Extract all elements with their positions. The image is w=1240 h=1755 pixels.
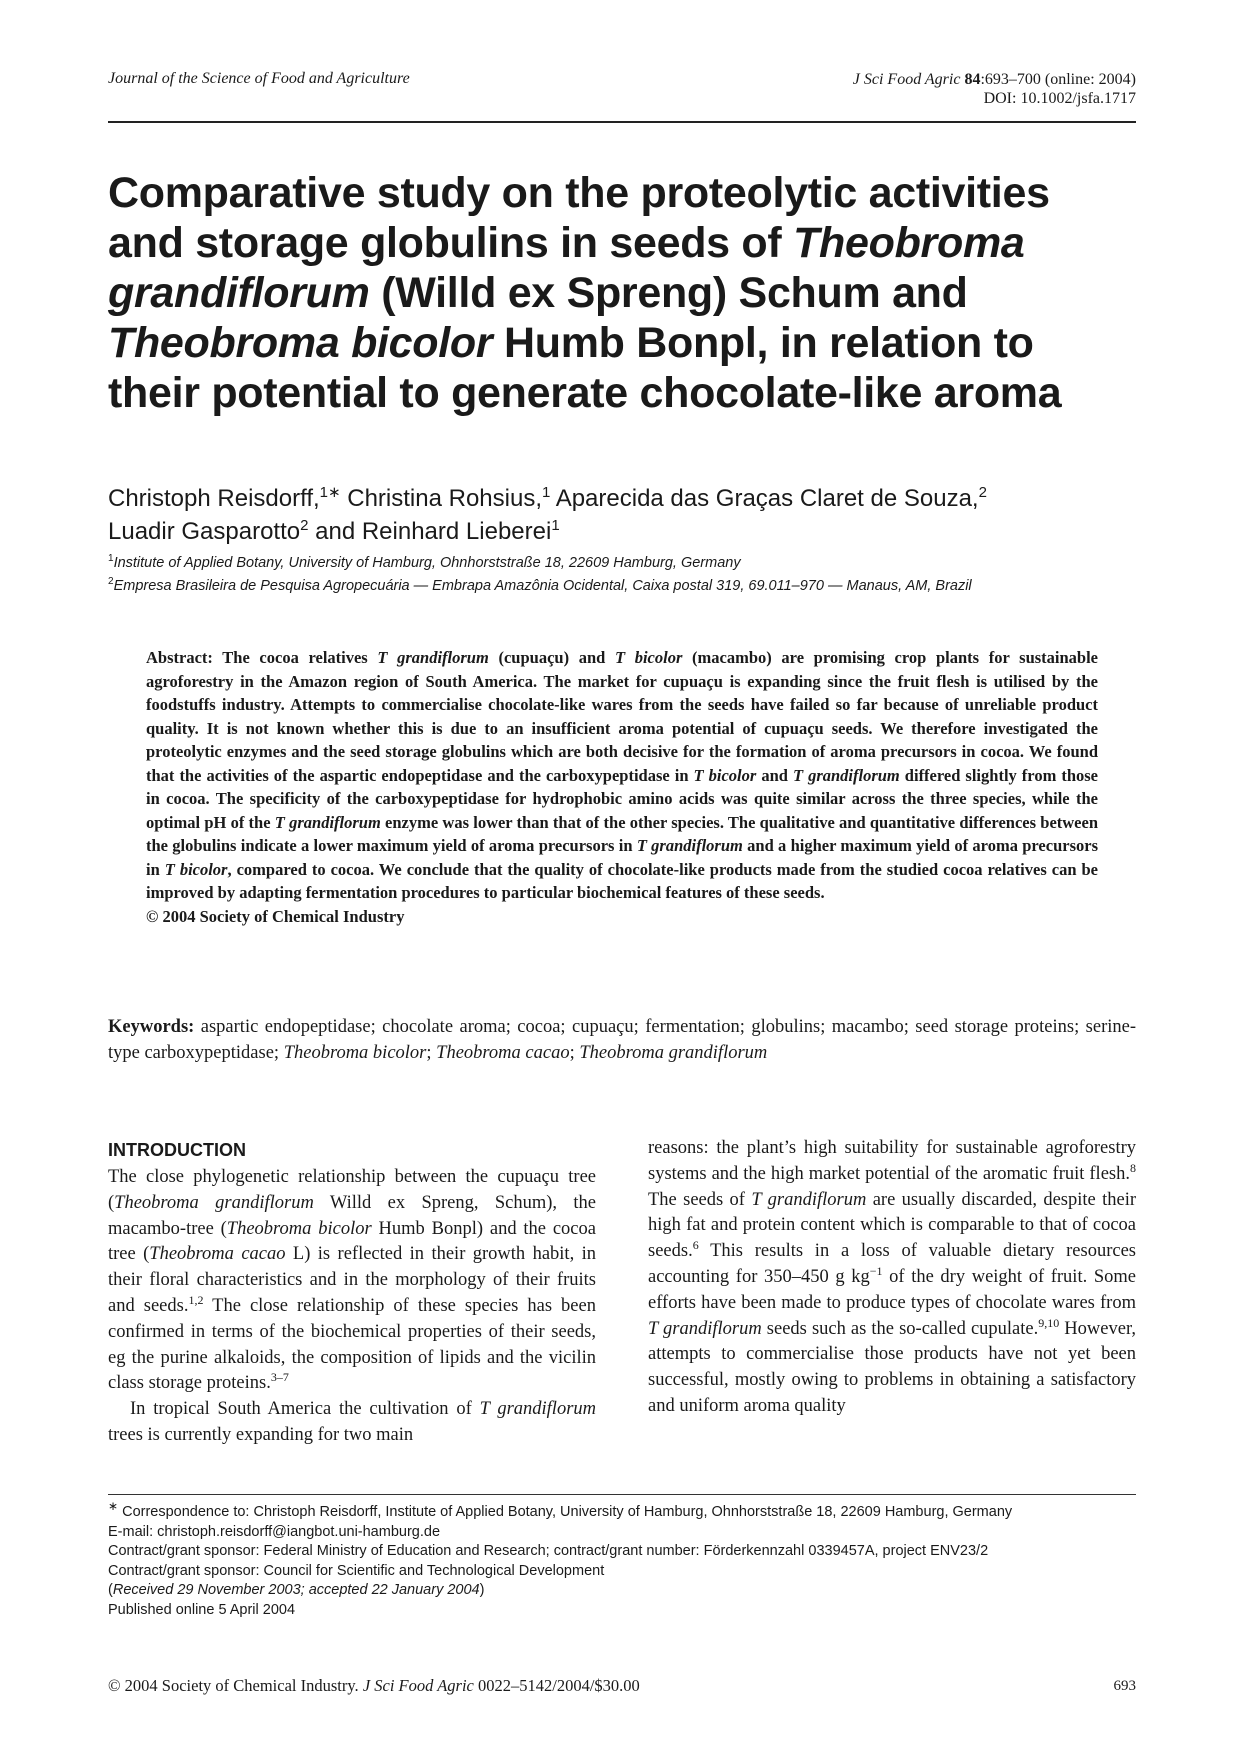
abstract-text: differed slightly from those in cocoa. The specificity of the carboxypeptidase for hydrophobic amino acids was quite similar across the three species, while the optimal pH of the [146, 765, 1099, 832]
abstract-species: T grandiflorum [377, 648, 489, 667]
body-text: The close relationship of these species has been confirmed in terms of the biochemical properties of their seeds, eg the purine alkaloids, the composition of lipids and the vicilin class storage proteins. [108, 1295, 596, 1394]
footnote-marker: ∗ [108, 1499, 119, 1514]
keywords-label: Keywords: [108, 1017, 195, 1037]
body-text: L) is reflected in their growth habit, in their floral characteristics and in the morphology of their fruits and seeds. [108, 1244, 596, 1316]
citation-ref: 8 [1130, 1160, 1136, 1175]
citation-ref: 1,2 [188, 1292, 204, 1307]
body-text: Willd ex Spreng, Schum), the macambo-tree ( [108, 1192, 596, 1239]
correspondence-text: Correspondence to: Christoph Reisdorff, Institute of Applied Botany, University of Hamburg, Ohnhorststraße 18, 22609 Hamburg, Germany [118, 1504, 1013, 1520]
abstract-text: and [756, 765, 793, 785]
author-name: Luadir Gasparotto [108, 518, 301, 545]
affiliation-text: Empresa Brasileira de Pesquisa Agropecuária — Embrapa Amazônia Ocidental, Caixa postal 319, 69.011–970 — Manaus, AM, Brazil [113, 578, 972, 594]
paren-open: ( [108, 1582, 113, 1598]
keywords-text: aspartic endopeptidase; chocolate aroma; cocoa; cupuaçu; fermentation; globulins; macambo; seed storage proteins; serine-type carboxypeptidase; [108, 1017, 1136, 1063]
journal-name: Journal of the Science of Food and Agriculture [108, 70, 410, 87]
received-note [108, 1581, 1136, 1601]
abstract-species: T bicolor [614, 648, 683, 667]
species-name: Theobroma bicolor [226, 1218, 372, 1239]
paren-close: ) [479, 1582, 485, 1598]
body-text: The seeds of [648, 1189, 752, 1210]
author-list [108, 482, 1136, 548]
citation-volume: 84 [964, 71, 981, 88]
citation-journal: J Sci Food Agric [852, 71, 961, 88]
body-text: seeds such as the so-called cupulate. [761, 1318, 1039, 1339]
citation-pages: :693–700 (online: 2004) [980, 71, 1136, 88]
author-affil-ref: 1 [551, 517, 560, 534]
abstract-text: and a higher maximum yield of aroma precursors in [146, 836, 1098, 879]
author-name: Aparecida das Graças Claret de Souza, [550, 485, 979, 512]
title-species-1: Theobroma grandiflorum [108, 219, 1025, 317]
citation-ref: 9,10 [1038, 1315, 1060, 1330]
keyword-species: Theobroma bicolor [283, 1043, 427, 1063]
species-name: T grandiflorum [479, 1399, 597, 1420]
author-name: Christoph Reisdorff, [108, 485, 320, 512]
keyword-species: Theobroma cacao [436, 1043, 570, 1063]
body-text: of the dry weight of fruit. Some efforts have been made to produce types of chocolate wares from [648, 1266, 1136, 1313]
species-name: Theobroma grandiflorum [114, 1192, 314, 1213]
intro-paragraph-2-start [108, 1397, 596, 1449]
abstract-text: (cupuaçu) and [488, 648, 615, 667]
abstract [146, 646, 1098, 928]
body-text: The close phylogenetic relationship between the cupuaçu tree ( [108, 1167, 596, 1213]
footnotes [108, 1499, 1136, 1620]
abstract-text: enzyme was lower than that of the other species. The qualitative and quantitative differences between the globulins indicate a lower maximum yield of aroma precursors in [146, 812, 1098, 855]
body-text: Humb Bonpl) and the cocoa tree ( [108, 1218, 596, 1265]
doi: DOI: 10.1002/jsfa.1717 [983, 90, 1136, 107]
email-note: E-mail: christoph.reisdorff@iangbot.uni-hamburg.de [108, 1523, 441, 1540]
keyword-species: Theobroma grandiflorum [579, 1043, 768, 1063]
affiliation-number: 2 [108, 576, 114, 588]
abstract-species: T grandiflorum [636, 836, 743, 855]
footer-copyright [108, 1676, 640, 1696]
section-heading-introduction: INTRODUCTION [108, 1140, 246, 1160]
title-text-2: (Willd ex Spreng) Schum and [369, 269, 968, 317]
header-rule [108, 121, 1136, 123]
citation-ref: 3–7 [270, 1370, 289, 1385]
keyword-separator: ; [569, 1043, 580, 1063]
page-number: 693 [1113, 1678, 1136, 1694]
body-text: In tropical South America the cultivation of [130, 1399, 480, 1420]
paper-page [108, 0, 1136, 1755]
body-text: reasons: the plant’s high suitability for sustainable agroforestry systems and the high market potential of the aromatic fruit flesh. [648, 1138, 1136, 1184]
footer-copyright-text: © 2004 Society of Chemical Industry. [108, 1676, 363, 1695]
body-column-left [108, 1138, 596, 1449]
citation-header [853, 70, 1136, 108]
author-name: Christina Rohsius, [340, 485, 542, 512]
author-affil-ref: 2 [978, 484, 987, 501]
keywords [108, 1014, 1136, 1066]
abstract-label: Abstract: [146, 648, 213, 667]
abstract-species: T grandiflorum [792, 765, 900, 785]
affiliation-number: 1 [108, 553, 114, 565]
body-text: This results in a loss of valuable dietary resources accounting for 350–450 g kg [648, 1241, 1136, 1287]
species-name: T grandiflorum [751, 1189, 867, 1210]
abstract-species: T bicolor [693, 765, 757, 785]
abstract-text: , compared to cocoa. We conclude that the quality of chocolate-like products made from the studied cocoa relatives can be improved by adapting fermentation procedures to particular biochemical features of these seeds. [146, 859, 1098, 902]
footer-issn: 0022–5142/2004/$30.00 [473, 1676, 640, 1695]
intro-paragraph-1 [108, 1165, 596, 1397]
species-name: Theobroma cacao [149, 1244, 286, 1265]
correspondence-note [108, 1499, 1136, 1523]
author-line-1 [108, 482, 1136, 515]
title-text-3: Humb Bonpl, in relation to their potential to generate chocolate-like aroma [108, 319, 1062, 417]
body-text: are usually discarded, despite their high fat and protein content which is comparable to that of cocoa seeds. [648, 1189, 1136, 1262]
body-text: trees is currently expanding for two main [108, 1424, 414, 1445]
abstract-species: T bicolor [164, 859, 228, 879]
abstract-text: The cocoa relatives [212, 648, 378, 667]
affiliation-1 [108, 555, 1136, 571]
intro-paragraph-2-cont [648, 1136, 1136, 1420]
abstract-copyright: © 2004 Society of Chemical Industry [146, 906, 405, 926]
affiliation-text: Institute of Applied Botany, University of Hamburg, Ohnhorststraße 18, 22609 Hamburg, Germany [113, 555, 741, 571]
published-note: Published online 5 April 2004 [108, 1601, 296, 1618]
body-column-right [648, 1136, 1136, 1420]
unit-exponent: −1 [869, 1263, 883, 1278]
body-text: However, attempts to commercialise those products have not yet been successful, mostly owing to problems in obtaining a satisfactory and uniform aroma quality [648, 1318, 1136, 1416]
species-name: T grandiflorum [648, 1318, 762, 1339]
author-affil-ref: 1 [542, 484, 551, 501]
citation-line [853, 70, 1136, 89]
author-name: and Reinhard Lieberei [308, 518, 552, 545]
title-species-2: Theobroma bicolor [108, 319, 493, 367]
affiliation-2 [108, 578, 1136, 594]
keyword-separator: ; [426, 1043, 437, 1063]
abstract-text: (macambo) are promising crop plants for sustainable agroforestry in the Amazon region of South America. The market for cupuaçu is expanding since the fruit flesh is utilised by the foodstuffs industry. Attempts to commercialise chocolate-like wares from the seeds have failed so far because of unreliable product quality. It is not known whether this is due to an insufficient aroma potential of cupuaçu seeds. We therefore investigated the proteolytic enzymes and the seed storage globulins which are both decisive for the formation of aroma precursors in cocoa. We found that the activities of the aspartic endopeptidase and the carboxypeptidase in [146, 648, 1099, 785]
footnote-rule [108, 1494, 1136, 1495]
footer-journal: J Sci Food Agric [362, 1676, 474, 1695]
citation-ref: 6 [692, 1238, 699, 1253]
author-line-2 [108, 515, 1136, 548]
grant-note-1: Contract/grant sponsor: Federal Ministry of Education and Research; contract/grant number: Förderkennzahl 0339457A, project ENV23/2 [108, 1543, 989, 1559]
title-text-1: Comparative study on the proteolytic activities and storage globulins in seeds of [108, 169, 1050, 267]
author-affil-ref: 2 [300, 517, 309, 534]
abstract-species: T grandiflorum [274, 812, 381, 832]
received-text: Received 29 November 2003; accepted 22 January 2004 [112, 1582, 480, 1598]
author-affil-ref: 1∗ [319, 484, 341, 501]
grant-note-2: Contract/grant sponsor: Council for Scientific and Technological Development [108, 1562, 605, 1579]
article-title [108, 168, 1136, 418]
